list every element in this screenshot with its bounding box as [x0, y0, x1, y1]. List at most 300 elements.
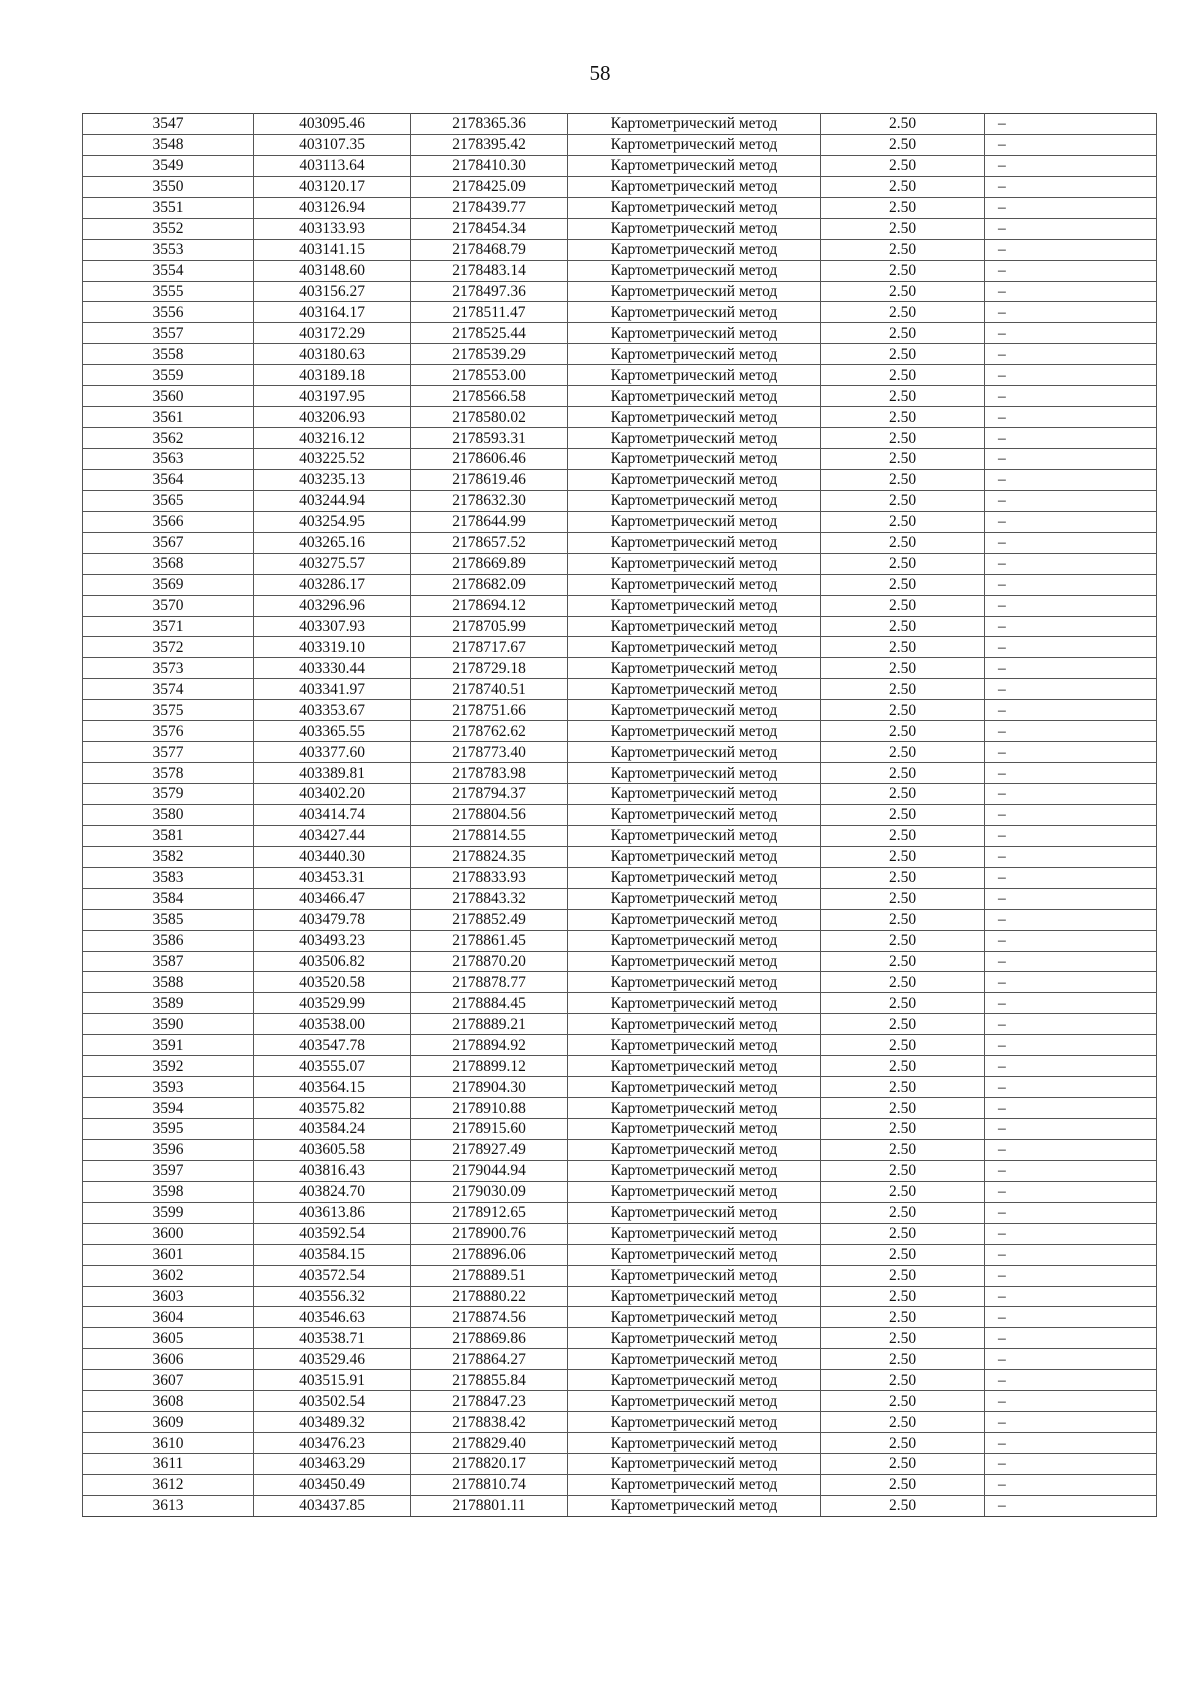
point-number-cell: 3568	[83, 553, 254, 574]
accuracy-cell: 2.50	[821, 1223, 985, 1244]
y-coordinate-cell: 2178606.46	[411, 449, 568, 470]
accuracy-cell: 2.50	[821, 951, 985, 972]
table-row	[83, 553, 1157, 574]
method-cell: Картометрический метод	[568, 1056, 821, 1077]
note-cell: –	[985, 1433, 1157, 1454]
x-coordinate-cell: 403113.64	[254, 155, 411, 176]
point-number-cell: 3553	[83, 239, 254, 260]
y-coordinate-cell: 2178869.86	[411, 1328, 568, 1349]
accuracy-cell: 2.50	[821, 302, 985, 323]
table-row	[83, 1391, 1157, 1412]
table-row	[83, 218, 1157, 239]
x-coordinate-cell: 403307.93	[254, 616, 411, 637]
note-cell: –	[985, 302, 1157, 323]
y-coordinate-cell: 2178884.45	[411, 993, 568, 1014]
accuracy-cell: 2.50	[821, 1035, 985, 1056]
coordinates-table-body	[83, 114, 1157, 1517]
point-number-cell: 3549	[83, 155, 254, 176]
note-cell: –	[985, 763, 1157, 784]
note-cell: –	[985, 993, 1157, 1014]
y-coordinate-cell: 2178497.36	[411, 281, 568, 302]
accuracy-cell: 2.50	[821, 1160, 985, 1181]
method-cell: Картометрический метод	[568, 1265, 821, 1286]
x-coordinate-cell: 403120.17	[254, 176, 411, 197]
accuracy-cell: 2.50	[821, 428, 985, 449]
table-row	[83, 846, 1157, 867]
accuracy-cell: 2.50	[821, 742, 985, 763]
table-row	[83, 1160, 1157, 1181]
point-number-cell: 3558	[83, 344, 254, 365]
accuracy-cell: 2.50	[821, 888, 985, 909]
table-row	[83, 469, 1157, 490]
table-row	[83, 344, 1157, 365]
note-cell: –	[985, 1139, 1157, 1160]
accuracy-cell: 2.50	[821, 1370, 985, 1391]
x-coordinate-cell: 403538.71	[254, 1328, 411, 1349]
y-coordinate-cell: 2178644.99	[411, 511, 568, 532]
note-cell: –	[985, 1056, 1157, 1077]
method-cell: Картометрический метод	[568, 909, 821, 930]
note-cell: –	[985, 239, 1157, 260]
table-row	[83, 365, 1157, 386]
x-coordinate-cell: 403126.94	[254, 197, 411, 218]
note-cell: –	[985, 825, 1157, 846]
point-number-cell: 3593	[83, 1077, 254, 1098]
accuracy-cell: 2.50	[821, 846, 985, 867]
note-cell: –	[985, 951, 1157, 972]
accuracy-cell: 2.50	[821, 1454, 985, 1475]
table-row	[83, 114, 1157, 135]
point-number-cell: 3584	[83, 888, 254, 909]
note-cell: –	[985, 407, 1157, 428]
note-cell: –	[985, 511, 1157, 532]
point-number-cell: 3570	[83, 595, 254, 616]
point-number-cell: 3599	[83, 1202, 254, 1223]
point-number-cell: 3566	[83, 511, 254, 532]
point-number-cell: 3603	[83, 1286, 254, 1307]
accuracy-cell: 2.50	[821, 1181, 985, 1202]
method-cell: Картометрический метод	[568, 1454, 821, 1475]
point-number-cell: 3610	[83, 1433, 254, 1454]
point-number-cell: 3592	[83, 1056, 254, 1077]
y-coordinate-cell: 2178773.40	[411, 742, 568, 763]
point-number-cell: 3560	[83, 386, 254, 407]
method-cell: Картометрический метод	[568, 595, 821, 616]
table-row	[83, 658, 1157, 679]
y-coordinate-cell: 2178632.30	[411, 490, 568, 511]
table-row	[83, 909, 1157, 930]
accuracy-cell: 2.50	[821, 993, 985, 1014]
table-row	[83, 763, 1157, 784]
table-row	[83, 197, 1157, 218]
y-coordinate-cell: 2178878.77	[411, 972, 568, 993]
x-coordinate-cell: 403206.93	[254, 407, 411, 428]
accuracy-cell: 2.50	[821, 197, 985, 218]
y-coordinate-cell: 2178843.32	[411, 888, 568, 909]
table-row	[83, 1307, 1157, 1328]
x-coordinate-cell: 403556.32	[254, 1286, 411, 1307]
point-number-cell: 3557	[83, 323, 254, 344]
note-cell: –	[985, 218, 1157, 239]
x-coordinate-cell: 403377.60	[254, 742, 411, 763]
y-coordinate-cell: 2179030.09	[411, 1181, 568, 1202]
method-cell: Картометрический метод	[568, 930, 821, 951]
method-cell: Картометрический метод	[568, 679, 821, 700]
x-coordinate-cell: 403453.31	[254, 867, 411, 888]
point-number-cell: 3575	[83, 700, 254, 721]
note-cell: –	[985, 1391, 1157, 1412]
x-coordinate-cell: 403605.58	[254, 1139, 411, 1160]
y-coordinate-cell: 2178889.21	[411, 1014, 568, 1035]
note-cell: –	[985, 176, 1157, 197]
point-number-cell: 3595	[83, 1119, 254, 1140]
method-cell: Картометрический метод	[568, 449, 821, 470]
x-coordinate-cell: 403529.99	[254, 993, 411, 1014]
method-cell: Картометрический метод	[568, 742, 821, 763]
table-row	[83, 595, 1157, 616]
accuracy-cell: 2.50	[821, 511, 985, 532]
point-number-cell: 3552	[83, 218, 254, 239]
x-coordinate-cell: 403572.54	[254, 1265, 411, 1286]
note-cell: –	[985, 972, 1157, 993]
accuracy-cell: 2.50	[821, 1077, 985, 1098]
method-cell: Картометрический метод	[568, 1286, 821, 1307]
method-cell: Картометрический метод	[568, 1223, 821, 1244]
method-cell: Картометрический метод	[568, 386, 821, 407]
table-row	[83, 1265, 1157, 1286]
x-coordinate-cell: 403265.16	[254, 532, 411, 553]
accuracy-cell: 2.50	[821, 281, 985, 302]
x-coordinate-cell: 403575.82	[254, 1098, 411, 1119]
note-cell: –	[985, 1244, 1157, 1265]
y-coordinate-cell: 2178717.67	[411, 637, 568, 658]
note-cell: –	[985, 721, 1157, 742]
point-number-cell: 3554	[83, 260, 254, 281]
y-coordinate-cell: 2178810.74	[411, 1474, 568, 1495]
x-coordinate-cell: 403275.57	[254, 553, 411, 574]
y-coordinate-cell: 2178896.06	[411, 1244, 568, 1265]
y-coordinate-cell: 2178889.51	[411, 1265, 568, 1286]
note-cell: –	[985, 532, 1157, 553]
y-coordinate-cell: 2178395.42	[411, 134, 568, 155]
y-coordinate-cell: 2178820.17	[411, 1454, 568, 1475]
x-coordinate-cell: 403296.96	[254, 595, 411, 616]
accuracy-cell: 2.50	[821, 260, 985, 281]
y-coordinate-cell: 2178619.46	[411, 469, 568, 490]
accuracy-cell: 2.50	[821, 1433, 985, 1454]
x-coordinate-cell: 403286.17	[254, 574, 411, 595]
accuracy-cell: 2.50	[821, 323, 985, 344]
point-number-cell: 3562	[83, 428, 254, 449]
point-number-cell: 3583	[83, 867, 254, 888]
table-row	[83, 1139, 1157, 1160]
x-coordinate-cell: 403427.44	[254, 825, 411, 846]
x-coordinate-cell: 403816.43	[254, 1160, 411, 1181]
method-cell: Картометрический метод	[568, 260, 821, 281]
table-row	[83, 176, 1157, 197]
point-number-cell: 3559	[83, 365, 254, 386]
accuracy-cell: 2.50	[821, 1391, 985, 1412]
point-number-cell: 3551	[83, 197, 254, 218]
table-row	[83, 993, 1157, 1014]
accuracy-cell: 2.50	[821, 1014, 985, 1035]
accuracy-cell: 2.50	[821, 1412, 985, 1433]
method-cell: Картометрический метод	[568, 134, 821, 155]
note-cell: –	[985, 1077, 1157, 1098]
note-cell: –	[985, 1160, 1157, 1181]
method-cell: Картометрический метод	[568, 1139, 821, 1160]
x-coordinate-cell: 403437.85	[254, 1495, 411, 1516]
x-coordinate-cell: 403341.97	[254, 679, 411, 700]
point-number-cell: 3565	[83, 490, 254, 511]
point-number-cell: 3600	[83, 1223, 254, 1244]
y-coordinate-cell: 2178838.42	[411, 1412, 568, 1433]
point-number-cell: 3547	[83, 114, 254, 135]
method-cell: Картометрический метод	[568, 637, 821, 658]
y-coordinate-cell: 2178899.12	[411, 1056, 568, 1077]
accuracy-cell: 2.50	[821, 1244, 985, 1265]
accuracy-cell: 2.50	[821, 972, 985, 993]
method-cell: Картометрический метод	[568, 1391, 821, 1412]
method-cell: Картометрический метод	[568, 365, 821, 386]
method-cell: Картометрический метод	[568, 323, 821, 344]
y-coordinate-cell: 2178814.55	[411, 825, 568, 846]
point-number-cell: 3571	[83, 616, 254, 637]
note-cell: –	[985, 616, 1157, 637]
point-number-cell: 3605	[83, 1328, 254, 1349]
table-row	[83, 784, 1157, 805]
y-coordinate-cell: 2178751.66	[411, 700, 568, 721]
table-row	[83, 616, 1157, 637]
accuracy-cell: 2.50	[821, 658, 985, 679]
point-number-cell: 3563	[83, 449, 254, 470]
note-cell: –	[985, 386, 1157, 407]
method-cell: Картометрический метод	[568, 553, 821, 574]
accuracy-cell: 2.50	[821, 344, 985, 365]
note-cell: –	[985, 742, 1157, 763]
accuracy-cell: 2.50	[821, 532, 985, 553]
note-cell: –	[985, 1014, 1157, 1035]
table-row	[83, 888, 1157, 909]
accuracy-cell: 2.50	[821, 134, 985, 155]
table-row	[83, 1119, 1157, 1140]
y-coordinate-cell: 2178365.36	[411, 114, 568, 135]
point-number-cell: 3598	[83, 1181, 254, 1202]
accuracy-cell: 2.50	[821, 407, 985, 428]
method-cell: Картометрический метод	[568, 114, 821, 135]
note-cell: –	[985, 1370, 1157, 1391]
method-cell: Картометрический метод	[568, 616, 821, 637]
method-cell: Картометрический метод	[568, 574, 821, 595]
note-cell: –	[985, 784, 1157, 805]
note-cell: –	[985, 449, 1157, 470]
table-row	[83, 260, 1157, 281]
table-row	[83, 1223, 1157, 1244]
y-coordinate-cell: 2178912.65	[411, 1202, 568, 1223]
method-cell: Картометрический метод	[568, 1474, 821, 1495]
note-cell: –	[985, 930, 1157, 951]
x-coordinate-cell: 403479.78	[254, 909, 411, 930]
y-coordinate-cell: 2178705.99	[411, 616, 568, 637]
method-cell: Картометрический метод	[568, 1181, 821, 1202]
accuracy-cell: 2.50	[821, 155, 985, 176]
point-number-cell: 3606	[83, 1349, 254, 1370]
accuracy-cell: 2.50	[821, 469, 985, 490]
method-cell: Картометрический метод	[568, 281, 821, 302]
y-coordinate-cell: 2178927.49	[411, 1139, 568, 1160]
y-coordinate-cell: 2178783.98	[411, 763, 568, 784]
x-coordinate-cell: 403164.17	[254, 302, 411, 323]
x-coordinate-cell: 403365.55	[254, 721, 411, 742]
accuracy-cell: 2.50	[821, 804, 985, 825]
x-coordinate-cell: 403353.67	[254, 700, 411, 721]
x-coordinate-cell: 403506.82	[254, 951, 411, 972]
y-coordinate-cell: 2178874.56	[411, 1307, 568, 1328]
table-row	[83, 1056, 1157, 1077]
method-cell: Картометрический метод	[568, 1328, 821, 1349]
table-row	[83, 1202, 1157, 1223]
x-coordinate-cell: 403244.94	[254, 490, 411, 511]
y-coordinate-cell: 2178904.30	[411, 1077, 568, 1098]
x-coordinate-cell: 403613.86	[254, 1202, 411, 1223]
note-cell: –	[985, 595, 1157, 616]
y-coordinate-cell: 2178553.00	[411, 365, 568, 386]
point-number-cell: 3597	[83, 1160, 254, 1181]
table-row	[83, 972, 1157, 993]
y-coordinate-cell: 2178566.58	[411, 386, 568, 407]
method-cell: Картометрический метод	[568, 1035, 821, 1056]
table-row	[83, 490, 1157, 511]
method-cell: Картометрический метод	[568, 1307, 821, 1328]
method-cell: Картометрический метод	[568, 511, 821, 532]
y-coordinate-cell: 2178682.09	[411, 574, 568, 595]
accuracy-cell: 2.50	[821, 386, 985, 407]
point-number-cell: 3589	[83, 993, 254, 1014]
note-cell: –	[985, 490, 1157, 511]
method-cell: Картометрический метод	[568, 197, 821, 218]
y-coordinate-cell: 2178580.02	[411, 407, 568, 428]
point-number-cell: 3567	[83, 532, 254, 553]
note-cell: –	[985, 281, 1157, 302]
table-row	[83, 532, 1157, 553]
y-coordinate-cell: 2178910.88	[411, 1098, 568, 1119]
table-row	[83, 1077, 1157, 1098]
note-cell: –	[985, 260, 1157, 281]
x-coordinate-cell: 403584.15	[254, 1244, 411, 1265]
point-number-cell: 3579	[83, 784, 254, 805]
x-coordinate-cell: 403330.44	[254, 658, 411, 679]
x-coordinate-cell: 403555.07	[254, 1056, 411, 1077]
point-number-cell: 3608	[83, 1391, 254, 1412]
method-cell: Картометрический метод	[568, 784, 821, 805]
method-cell: Картометрический метод	[568, 407, 821, 428]
note-cell: –	[985, 909, 1157, 930]
accuracy-cell: 2.50	[821, 218, 985, 239]
point-number-cell: 3561	[83, 407, 254, 428]
note-cell: –	[985, 574, 1157, 595]
note-cell: –	[985, 134, 1157, 155]
method-cell: Картометрический метод	[568, 804, 821, 825]
point-number-cell: 3585	[83, 909, 254, 930]
point-number-cell: 3611	[83, 1454, 254, 1475]
y-coordinate-cell: 2178454.34	[411, 218, 568, 239]
y-coordinate-cell: 2178870.20	[411, 951, 568, 972]
table-row	[83, 1370, 1157, 1391]
x-coordinate-cell: 403502.54	[254, 1391, 411, 1412]
accuracy-cell: 2.50	[821, 679, 985, 700]
method-cell: Картометрический метод	[568, 1412, 821, 1433]
method-cell: Картометрический метод	[568, 1202, 821, 1223]
point-number-cell: 3573	[83, 658, 254, 679]
method-cell: Картометрический метод	[568, 972, 821, 993]
note-cell: –	[985, 114, 1157, 135]
note-cell: –	[985, 1328, 1157, 1349]
x-coordinate-cell: 403584.24	[254, 1119, 411, 1140]
accuracy-cell: 2.50	[821, 595, 985, 616]
x-coordinate-cell: 403107.35	[254, 134, 411, 155]
table-row	[83, 1244, 1157, 1265]
accuracy-cell: 2.50	[821, 930, 985, 951]
y-coordinate-cell: 2178410.30	[411, 155, 568, 176]
accuracy-cell: 2.50	[821, 721, 985, 742]
x-coordinate-cell: 403254.95	[254, 511, 411, 532]
x-coordinate-cell: 403520.58	[254, 972, 411, 993]
accuracy-cell: 2.50	[821, 365, 985, 386]
note-cell: –	[985, 197, 1157, 218]
x-coordinate-cell: 403546.63	[254, 1307, 411, 1328]
table-row	[83, 867, 1157, 888]
point-number-cell: 3577	[83, 742, 254, 763]
point-number-cell: 3612	[83, 1474, 254, 1495]
coordinates-table	[82, 113, 1157, 1517]
x-coordinate-cell: 403538.00	[254, 1014, 411, 1035]
note-cell: –	[985, 846, 1157, 867]
method-cell: Картометрический метод	[568, 1433, 821, 1454]
method-cell: Картометрический метод	[568, 763, 821, 784]
note-cell: –	[985, 1474, 1157, 1495]
point-number-cell: 3572	[83, 637, 254, 658]
method-cell: Картометрический метод	[568, 825, 821, 846]
method-cell: Картометрический метод	[568, 155, 821, 176]
method-cell: Картометрический метод	[568, 218, 821, 239]
table-row	[83, 302, 1157, 323]
method-cell: Картометрический метод	[568, 867, 821, 888]
x-coordinate-cell: 403489.32	[254, 1412, 411, 1433]
note-cell: –	[985, 679, 1157, 700]
table-row	[83, 951, 1157, 972]
accuracy-cell: 2.50	[821, 700, 985, 721]
note-cell: –	[985, 1454, 1157, 1475]
point-number-cell: 3588	[83, 972, 254, 993]
note-cell: –	[985, 804, 1157, 825]
accuracy-cell: 2.50	[821, 1474, 985, 1495]
method-cell: Картометрический метод	[568, 700, 821, 721]
accuracy-cell: 2.50	[821, 867, 985, 888]
method-cell: Картометрический метод	[568, 1014, 821, 1035]
note-cell: –	[985, 1349, 1157, 1370]
x-coordinate-cell: 403148.60	[254, 260, 411, 281]
accuracy-cell: 2.50	[821, 239, 985, 260]
method-cell: Картометрический метод	[568, 658, 821, 679]
table-row	[83, 407, 1157, 428]
method-cell: Картометрический метод	[568, 1495, 821, 1516]
accuracy-cell: 2.50	[821, 176, 985, 197]
method-cell: Картометрический метод	[568, 239, 821, 260]
table-row	[83, 825, 1157, 846]
note-cell: –	[985, 1412, 1157, 1433]
method-cell: Картометрический метод	[568, 993, 821, 1014]
y-coordinate-cell: 2178740.51	[411, 679, 568, 700]
